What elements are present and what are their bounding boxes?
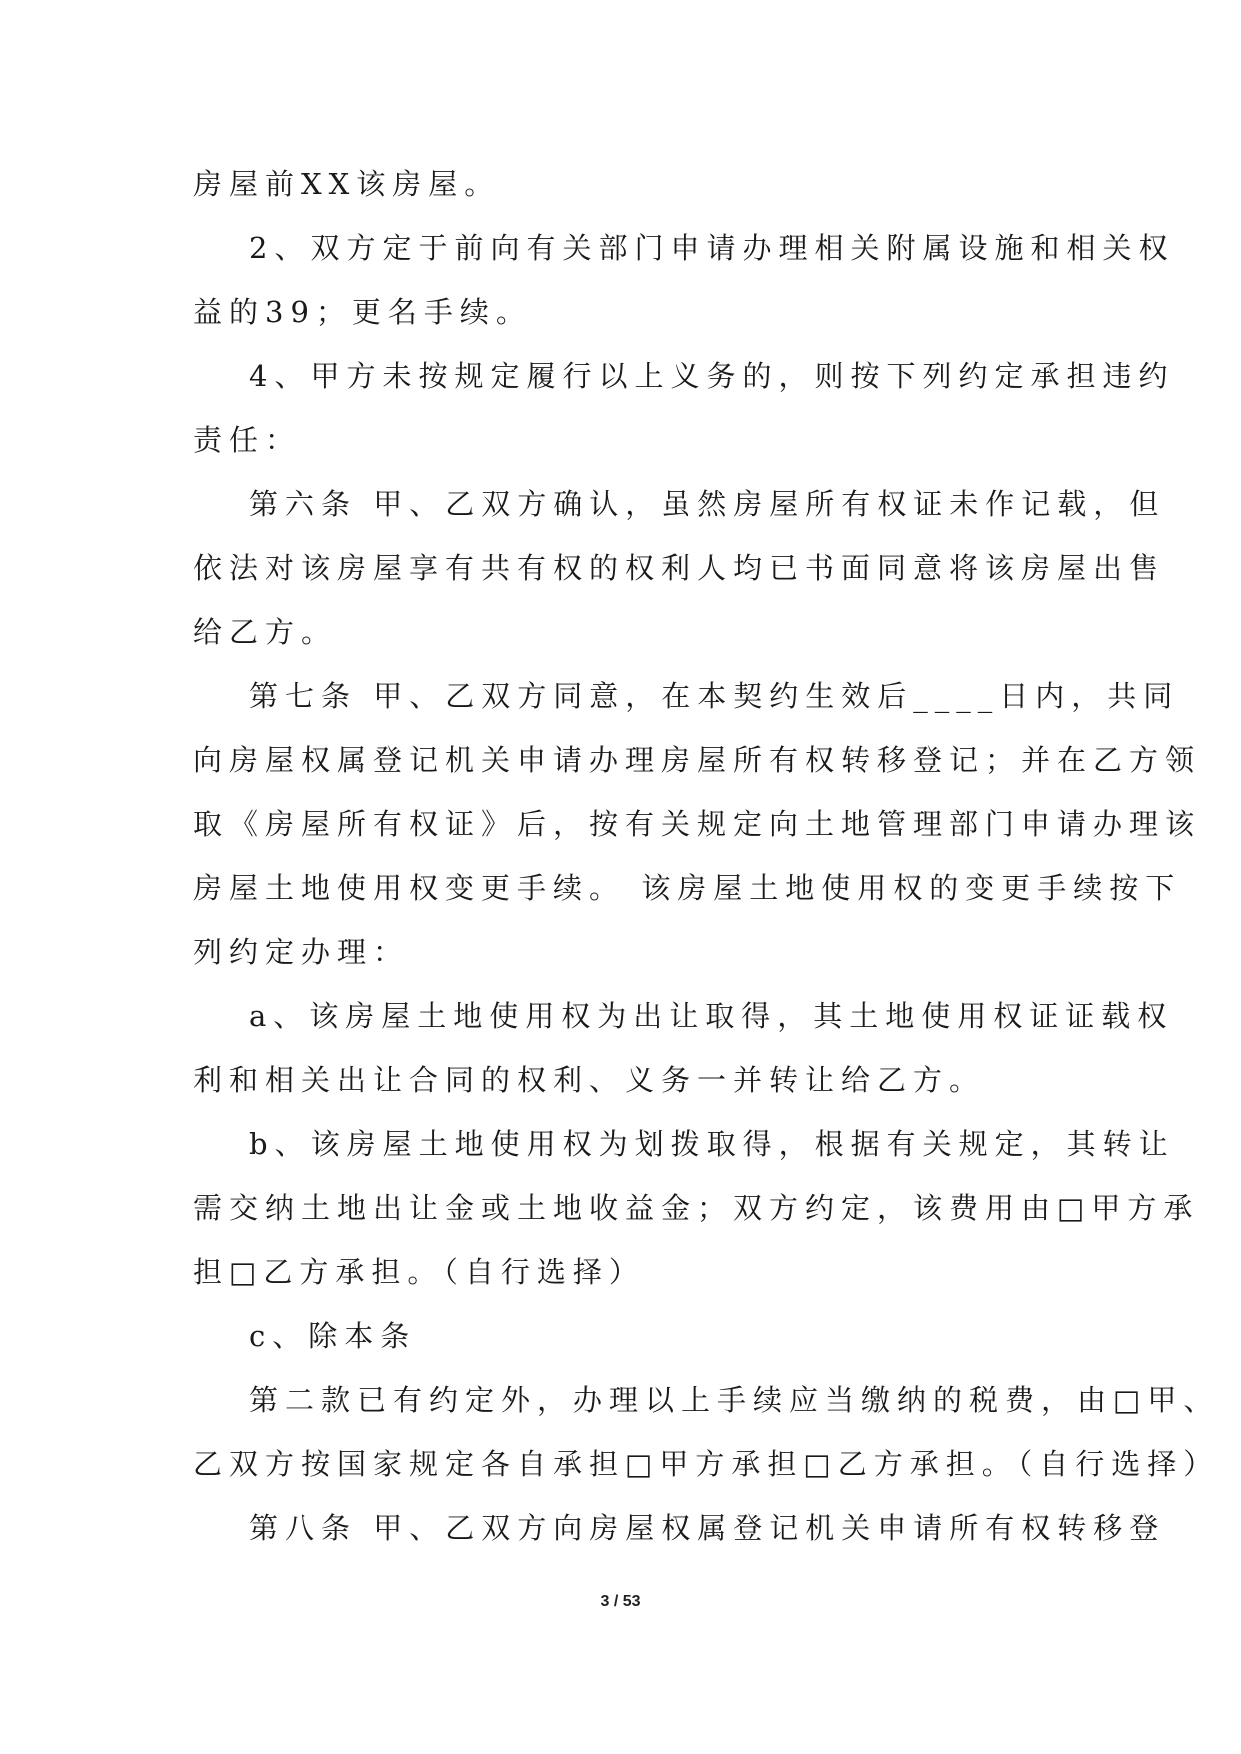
text-line-14: a、该房屋土地使用权为出让取得，其土地使用权证证载权 [249, 999, 1174, 1033]
text-line-1: 房屋前XX该房屋。 [193, 167, 501, 201]
text-line-20: 第二款已有约定外，办理以上手续应当缴纳的税费，由□甲、 [249, 1383, 1220, 1417]
text-line-9: 第七条 甲、乙双方同意，在本契约生效后____日内，共同 [249, 679, 1180, 713]
text-line-12: 房屋土地使用权变更手续。 该房屋土地使用权的变更手续按下 [193, 871, 1182, 905]
text-line-22: 第八条 甲、乙双方向房屋权属登记机关申请所有权转移登 [249, 1511, 1166, 1545]
text-line-11: 取《房屋所有权证》后，按有关规定向土地管理部门申请办理该 [193, 807, 1202, 841]
text-line-13: 列约定办理： [193, 935, 410, 969]
text-line-8: 给乙方。 [193, 615, 338, 649]
text-line-15: 利和相关出让合同的权利、义务一并转让给乙方。 [193, 1063, 986, 1097]
page-number: 3 / 53 [600, 1593, 641, 1610]
text-line-4: 4、甲方未按规定履行以上义务的，则按下列约定承担违约 [249, 359, 1175, 393]
text-line-18: 担□乙方承担。（自行选择） [193, 1255, 645, 1289]
text-line-17: 需交纳土地出让金或土地收益金；双方约定，该费用由□甲方承 [193, 1191, 1200, 1225]
document-body [193, 152, 1220, 1560]
text-line-19: c、除本条 [249, 1319, 417, 1353]
text-line-10: 向房屋权属登记机关申请办理房屋所有权转移登记；并在乙方领 [193, 743, 1202, 777]
text-line-7: 依法对该房屋享有共有权的权利人均已书面同意将该房屋出售 [193, 551, 1166, 585]
text-line-16: b、该房屋土地使用权为划拨取得，根据有关规定，其转让 [249, 1127, 1175, 1161]
text-line-5: 责任： [193, 423, 302, 457]
text-line-6: 第六条 甲、乙双方确认，虽然房屋所有权证未作记载，但 [249, 487, 1166, 521]
text-line-2: 2、双方定于前向有关部门申请办理相关附属设施和相关权 [249, 231, 1175, 265]
text-line-3: 益的39；更名手续。 [193, 295, 532, 329]
text-line-21: 乙双方按国家规定各自承担□甲方承担□乙方承担。（自行选择） [193, 1447, 1220, 1481]
